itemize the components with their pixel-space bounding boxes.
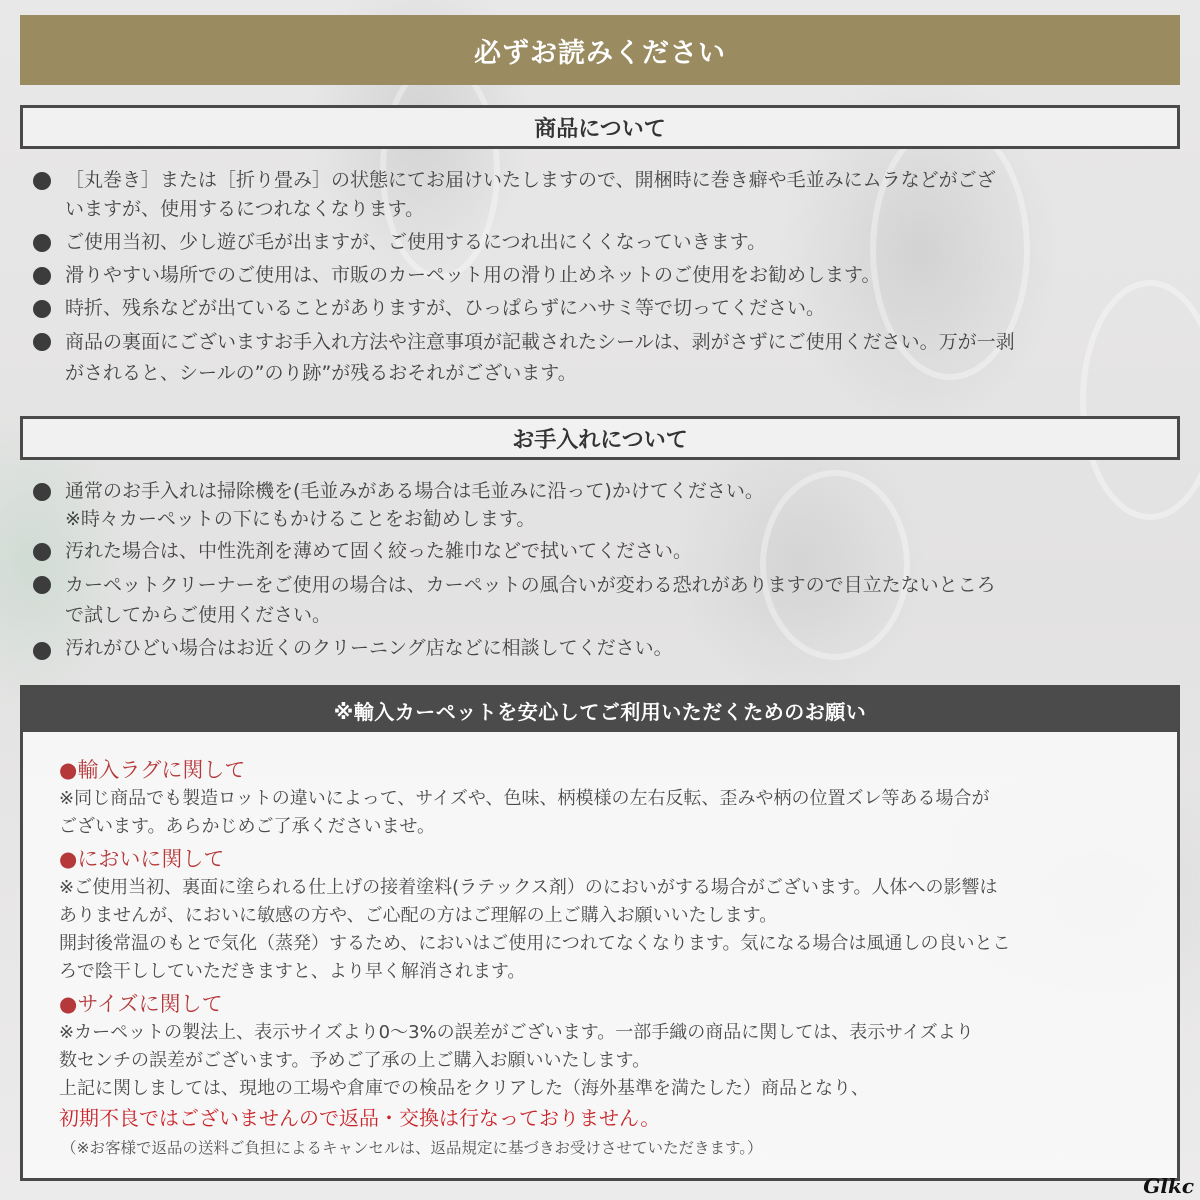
bullet-icon: [33, 576, 51, 594]
bullet-icon: [33, 234, 51, 252]
notice-heading-odor: ●においに関して: [59, 847, 225, 871]
import-carpet-notice: [20, 685, 1180, 1181]
list-item: 時折、残糸などが出ていることがありますが、ひっぱらずにハサミ等で切ってください。: [33, 294, 1173, 323]
size-block: ●サイズに関して ※カーペットの製法上、表示サイズより0〜3%の誤差がございます。一部手織の商品に関しては、表示サイズより 数センチの誤差がございます。予めご了承の上ご購入お願いいたします。 上記に関しましては、現地の工場や倉庫での検品をクリアした（海外基準を満たした）商品となり、 初期不良ではございませんので返品・交換は行なっておりません。 （※お客様で返品の送料ご負担によるキャンセルは、返品規定に基づきお受けさせていただきます。）: [59, 990, 1177, 1163]
section-header-product: [20, 105, 1180, 149]
list-item: 通常のお手入れは掃除機を(毛並みがある場合は毛並みに沿って)かけてください。 ※時々カーペットの下にもかけることをお勧めします。: [33, 477, 1173, 533]
list-item: 汚れがひどい場合はお近くのクリーニング店などに相談してください。: [33, 634, 1173, 663]
page-title-banner: [20, 15, 1180, 85]
bullet-icon: [33, 267, 51, 285]
bullet-icon: [33, 543, 51, 561]
return-policy-footnote: （※お客様で返品の送料ご負担によるキャンセルは、返品規定に基づきお受けさせていただきます。）: [61, 1139, 763, 1157]
bullet-icon: [33, 483, 51, 501]
notice-title-bar: [23, 688, 1177, 732]
list-item: ご使用当初、少し遊び毛が出ますが、ご使用するにつれ出にくくなっていきます。: [33, 228, 1173, 257]
bullet-icon: [33, 642, 51, 660]
notice-heading-size: ●サイズに関して: [59, 992, 223, 1016]
import-rug-block: ●輸入ラグに関して ※同じ商品でも製造ロットの違いによって、サイズや、色味、柄模様の左右反転、歪みや柄の位置ズレ等ある場合が ございます。あらかじめご了承くださいませ。: [59, 756, 1177, 841]
list-item: ［丸巻き］または［折り畳み］の状態にてお届けいたしますので、開梱時に巻き癖や毛並みにムラなどがござ いますが、使用するにつれなくなります。: [33, 166, 1173, 224]
bullet-icon: [33, 333, 51, 351]
page-title: 必ずお読みください: [474, 37, 726, 69]
care-notes-list: [33, 477, 1173, 663]
odor-block: ●においに関して ※ご使用当初、裏面に塗られる仕上げの接着塗料(ラテックス剤）のにおいがする場合がございます。人体への影響は ありませんが、においに敏感の方や、ご心配の方はご理解の上ご購入お願いいたします。 開封後常温のもとで気化（蒸発）するため、においはご使用につれてなくなります。気になる場合は風通しの良いとこ ろで陰干ししていただきますと、より早く解消されます。: [59, 845, 1177, 986]
notice-title: ※輸入カーペットを安心してご利用いただくためのお願い: [333, 699, 867, 724]
product-notes-list: [33, 166, 1173, 389]
list-item: カーペットクリーナーをご使用の場合は、カーペットの風合いが変わる恐れがありますので目立たないところ で試してからご使用ください。: [33, 570, 1173, 630]
brand-logo: Glkc: [1143, 1174, 1194, 1198]
section-header-care: [20, 416, 1180, 460]
list-item: 滑りやすい場所でのご使用は、市販のカーペット用の滑り止めネットのご使用をお勧めします。: [33, 261, 1173, 290]
list-item: 商品の裏面にございますお手入れ方法や注意事項が記載されたシールは、剥がさずにご使用ください。万が一剥 がされると、シールの”のり跡”が残るおそれがございます。: [33, 327, 1173, 389]
section-title: 商品について: [534, 116, 666, 142]
notice-body: [23, 732, 1177, 1163]
bullet-icon: [33, 300, 51, 318]
no-return-warning: 初期不良ではございませんので返品・交換は行なっておりません。: [59, 1106, 661, 1130]
notice-heading-import-rug: ●輸入ラグに関して: [59, 758, 246, 782]
section-title: お手入れについて: [512, 427, 688, 453]
list-item: 汚れた場合は、中性洗剤を薄めて固く絞った雑巾などで拭いてください。: [33, 537, 1173, 566]
bullet-icon: [33, 172, 51, 190]
